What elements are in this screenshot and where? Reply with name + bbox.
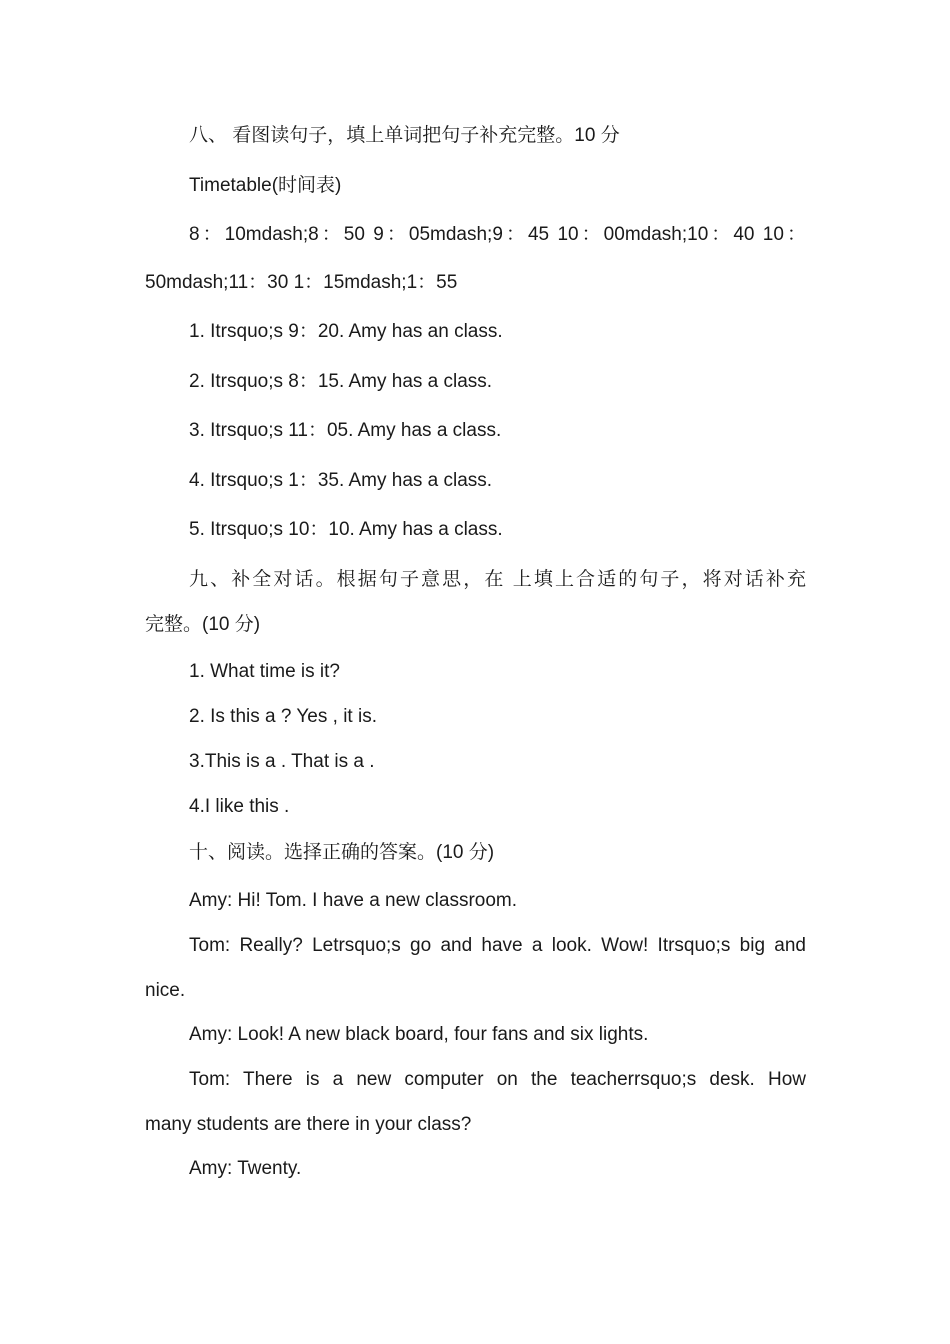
section-8-item-1: 1. Itrsquo;s 9：20. Amy has an class.: [189, 321, 503, 342]
section-8-item-5: 5. Itrsquo;s 10：10. Amy has a class.: [189, 519, 503, 540]
dialogue-line-2a: Tom: Really? Letrsquo;s go and have a look. Wow! Itrsquo;s big and: [189, 935, 806, 956]
section-9-item-2: 2. Is this a ? Yes , it is.: [189, 706, 377, 727]
timetable-line-2: 50mdash;11：30 1：15mdash;1：55: [145, 272, 458, 293]
section-9-heading-line-2: 完整。(10 分): [145, 614, 261, 635]
dialogue-line-3: Amy: Look! A new black board, four fans and six lights.: [189, 1024, 649, 1045]
dialogue-line-2b: nice.: [145, 980, 186, 1001]
dialogue-line-4b: many students are there in your class?: [145, 1114, 472, 1135]
section-8-heading: 八、 看图读句子，填上单词把句子补充完整。10 分: [189, 125, 620, 146]
dialogue-line-4a: Tom: There is a new computer on the teacherrsquo;s desk. How: [189, 1069, 806, 1090]
section-8-item-3: 3. Itrsquo;s 11：05. Amy has a class.: [189, 420, 502, 441]
section-9-item-4: 4.I like this .: [189, 796, 290, 817]
dialogue-line-1: Amy: Hi! Tom. I have a new classroom.: [189, 890, 518, 911]
section-10-heading: 十、阅读。选择正确的答案。(10 分): [189, 842, 495, 863]
section-9-item-3: 3.This is a . That is a .: [189, 751, 375, 772]
section-8-item-2: 2. Itrsquo;s 8：15. Amy has a class.: [189, 371, 493, 392]
section-9-item-1: 1. What time is it?: [189, 661, 340, 682]
dialogue-line-5: Amy: Twenty.: [189, 1158, 302, 1179]
timetable-title: Timetable(时间表): [189, 175, 342, 196]
section-9-heading-line-1: 九、补全对话。根据句子意思，在 上填上合适的句子，将对话补充: [189, 569, 806, 590]
timetable-line-1: 8：10mdash;8：50 9：05mdash;9：45 10：00mdash;10：40 10：: [189, 224, 806, 245]
section-8-item-4: 4. Itrsquo;s 1：35. Amy has a class.: [189, 470, 493, 491]
